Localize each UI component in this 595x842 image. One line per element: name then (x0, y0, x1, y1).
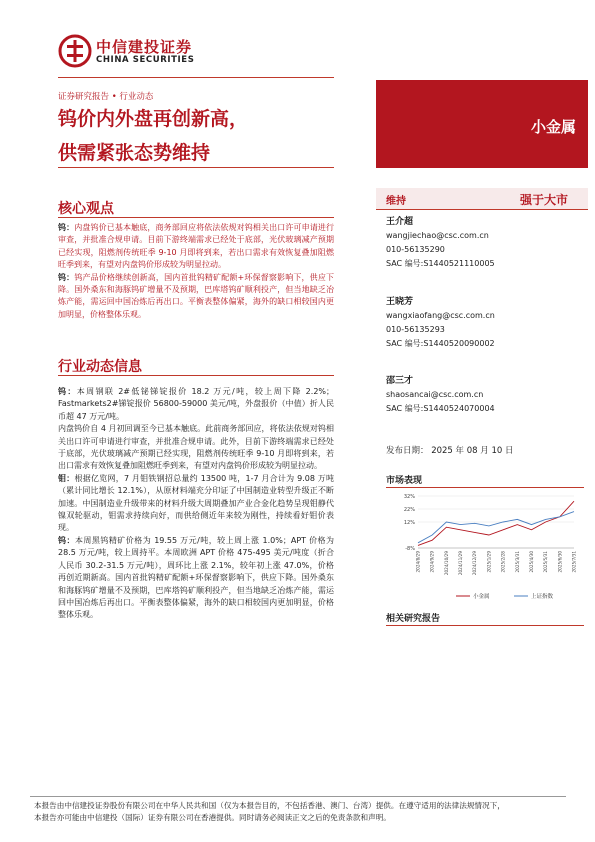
y-tick-label: 22% (403, 507, 415, 513)
x-tick-label: 2025/1/29 (486, 551, 492, 573)
series-line (418, 501, 574, 545)
market-performance-chart (386, 490, 584, 602)
analyst-card (386, 295, 495, 351)
disclaimer-line1: 本报告由中信建投证券股份有限公司在中华人民共和国（仅为本报告目的，不包括香港、澳门、台湾）提供。在遵守适用的法律法规情况下， (34, 801, 505, 810)
report-type: 证券研究报告 • 行业动态 (58, 92, 154, 102)
industry-info-body (58, 386, 334, 622)
analyst-name: 王介超 (386, 217, 414, 227)
x-tick-label: 2025/5/31 (543, 551, 549, 573)
industry-info-divider (58, 375, 334, 376)
analyst-sac: SAC 编号:S1440520090002 (386, 339, 495, 348)
x-tick-label: 2025/4/30 (528, 551, 534, 573)
market-divider (386, 487, 584, 488)
industry-paragraph: 钨：本周钢联 2#低铋锑锭报价 18.2 万元/吨，较上周下降 2.2%；Fastmarkets2#锑锭报价 56800-59000 美元/吨，外盘报价（中值）折人民币超 47 万元/吨。 (58, 387, 335, 421)
x-tick-label: 2025/3/31 (514, 551, 520, 573)
header-divider (58, 77, 334, 78)
legend-label: 上证指数 (531, 594, 554, 600)
report-title-line1: 钨价内外盘再创新高， (58, 108, 249, 130)
analyst-phone: 010-56135293 (386, 325, 445, 334)
company-logo (58, 34, 208, 68)
analyst-name: 邵三才 (386, 376, 414, 386)
x-tick-label: 2024/8/29 (415, 551, 421, 573)
analyst-name: 王晓芳 (386, 297, 414, 307)
analyst-sac: SAC 编号:S1440521110005 (386, 259, 495, 268)
y-tick-label: -8% (405, 546, 415, 552)
industry-name: 小金属 (530, 118, 576, 136)
analyst-sac: SAC 编号:S1440524070004 (386, 404, 495, 413)
rating-bar (376, 188, 588, 210)
csc-logo-icon (58, 34, 92, 68)
analyst-email[interactable]: wangxiaofang@csc.com.cn (386, 311, 495, 320)
disclaimer-line2: 本报告亦可能由中信建投（国际）证券有限公司在香港提供。同时请务必阅读正文之后的免责条款和声明。 (34, 812, 391, 822)
core-view-paragraph: 钨：内盘钨价已基本触底，商务部回应将依法依规对钨相关出口许可申请进行审查，并批准合规申请。目前下游终端需求已经处于底部，光伏玻璃减产预期已经实现，阻燃剂传统旺季 9-10 月即将到来，若出口需求有效恢复叠加阻燃旺季到来，有望对内盘钨价形成较为明显拉动。 (58, 223, 335, 270)
industry-paragraph: 钼：根据亿览网，7 月钼铁钢招总量约 13500 吨，1-7 月合计为 9.08 万吨（累计同比增长 12.1%），从原材料端充分印证了中国制造业转型升级正不断加速。中国制造业升级带来的材料升级大周期叠加产业合金化趋势呈现钼静代镍双轮驱动，钼需求持续向好，而供给侧近年来较为刚性，持续看好钼价表现。 (58, 473, 334, 533)
series-line (418, 512, 574, 543)
analyst-email[interactable]: shaosancai@csc.com.cn (386, 390, 484, 399)
brand-name-cn: 中信建投证券 (96, 38, 193, 56)
rating-current: 强于大市 (519, 193, 568, 207)
x-tick-label: 2025/2/28 (500, 551, 506, 573)
industry-info-title: 行业动态信息 (58, 359, 142, 375)
industry-banner (376, 80, 588, 168)
brand-name-en: CHINA SECURITIES (96, 55, 195, 65)
x-tick-label: 2024/9/29 (429, 551, 435, 573)
industry-paragraph: 内盘钨价自 4 月初回调至今已基本触底。此前商务部回应，将依法依规对钨相关出口许可申请进行审查，并批准合规申请。此外，目前下游终端需求已经处于底部，光伏玻璃减产预期已经实现，阻燃剂传统旺季 9-10 月即将到来，若出口需求有效恢复叠加阻燃旺季到来，有望对内盘钨价形成较为明显拉动。 (58, 424, 334, 471)
x-tick-label: 2025/6/30 (557, 551, 563, 573)
core-view-body (58, 222, 334, 321)
core-view-divider (58, 217, 334, 218)
publish-date: 发布日期： 2025 年 08 月 10 日 (386, 446, 514, 456)
x-tick-label: 2025/7/31 (571, 551, 577, 573)
y-tick-label: 12% (403, 520, 415, 526)
x-tick-label: 2024/10/29 (443, 551, 449, 576)
x-tick-label: 2024/12/29 (472, 551, 478, 576)
analyst-email[interactable]: wangjiechao@csc.com.cn (386, 231, 489, 240)
related-reports-title: 相关研究报告 (386, 614, 441, 624)
analyst-card (386, 374, 495, 416)
market-section-title: 市场表现 (386, 476, 423, 486)
report-title-line2: 供需紧张态势维持 (58, 142, 211, 164)
title-divider (58, 167, 334, 168)
rating-previous: 维持 (386, 196, 406, 207)
analyst-phone: 010-56135290 (386, 245, 445, 254)
analyst-card (386, 215, 495, 271)
core-view-title: 核心观点 (58, 201, 114, 217)
y-tick-label: 32% (403, 494, 415, 500)
related-divider (386, 625, 584, 626)
core-view-paragraph: 钨：钨产品价格继续创新高，国内首批钨精矿配额+环保督察影响下，供应下降。国外桑东和海豚钨矿增量不及预期，巴库塔钨矿顺利投产，但当地缺乏冶炼产能，需运回中国冶炼后再出口。平衡表整体偏紧，海外的缺口相较国内更加明显，价格整体乐观。 (58, 272, 335, 319)
industry-paragraph: 钨：本周黑钨精矿价格为 19.55 万元/吨，较上周上涨 1.0%；APT 价格为 28.5 万元/吨，较上周持平。本周欧洲 APT 价格 475-495 美元/吨度（折合人民币 30.2-31.5 万元/吨），周环比上涨 2.1%，较年初上涨 47.0%，价格再创近期新高。国内首批钨精矿配额+环保督察影响下，供应下降。国外桑东和海豚钨矿增量不及预期，巴库塔钨矿顺利投产，但当地缺乏冶炼产能，需运回中国冶炼后再出口。平衡表整体偏紧，海外的缺口相较国内更加明显，价格整体乐观。 (58, 535, 335, 620)
legend-label: 小金属 (473, 594, 490, 600)
footer-divider (30, 796, 566, 797)
disclaimer (34, 800, 574, 823)
x-tick-label: 2024/11/29 (458, 551, 464, 576)
